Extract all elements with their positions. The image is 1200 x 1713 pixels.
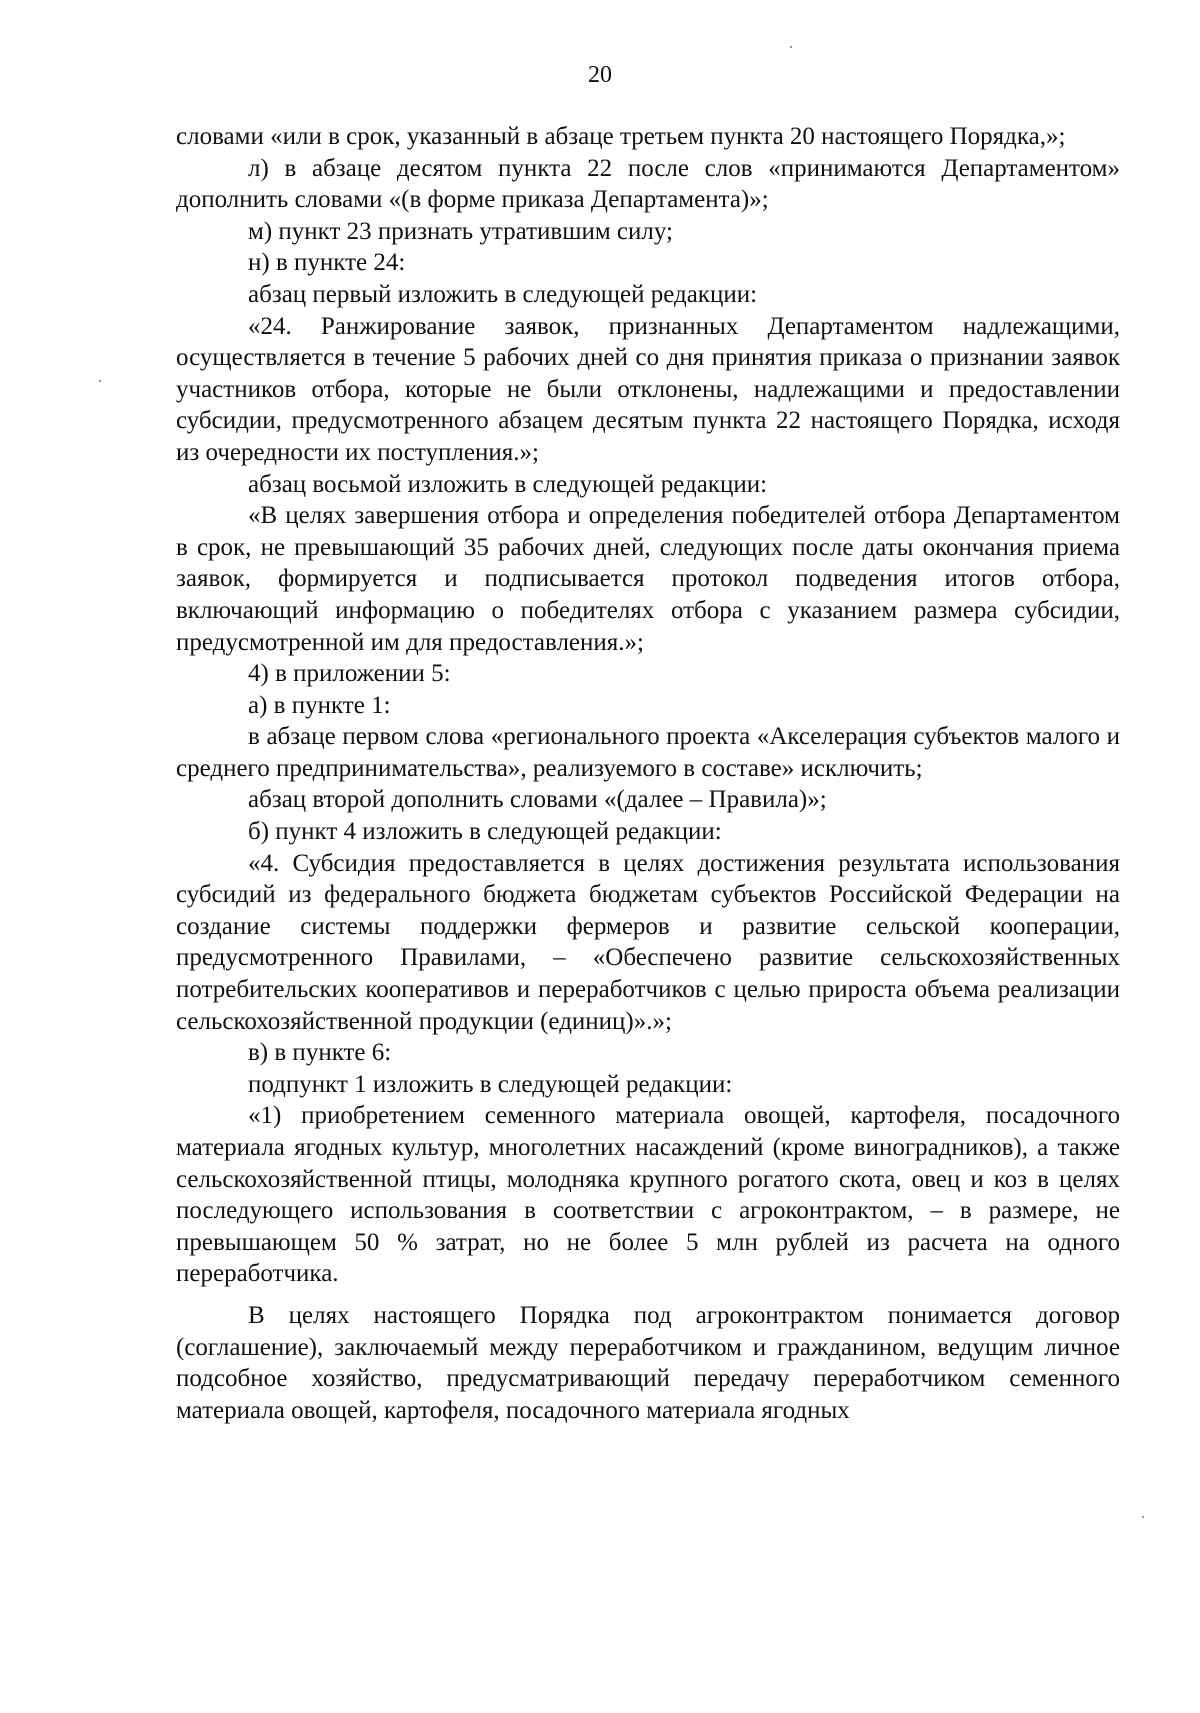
paragraph-eighth-abzac: абзац восьмой изложить в следующей редакции:	[248, 470, 768, 498]
paragraph-point-4: «4. Субсидия предоставляется в целях достижения результата использования субсидий из федерального бюджета бюджетам субъектов Российской Федерации на создание системы поддержки фермеров и развитие сельской кооперации, предусмотренного Правилами, – «Обеспечено развитие сельскохозяйственных потребительских кооперативов и переработчиков с целью прироста объема реализации сельскохозяйственной продукции (единиц)».»;	[176, 849, 1120, 1035]
document-body	[176, 121, 1120, 1426]
paragraph-subpoint-1: «1) приобретением семенного материала овощей, картофеля, посадочного материала ягодных культур, многолетних насаждений (кроме виноградников), а также сельскохозяйственной птицы, молодняка крупного рогатого скота, овец и коз в целях последующего использования в соответствии с агроконтрактом, – в размере, не превышающем 50 % затрат, но не более 5 млн рублей из расчета на одного переработчика.	[176, 1102, 1120, 1288]
scan-speck	[790, 46, 792, 48]
paragraph-first-abzac-words: в абзаце первом слова «регионального проекта «Акселерация субъектов малого и среднего предпринимательства», реализуемого в составе» исключить;	[176, 723, 1120, 782]
paragraph-point-24: «24. Ранжирование заявок, признанных Департаментом надлежащими, осуществляется в течение 5 рабочих дней со дня принятия приказа о признании заявок участников отбора, которые не были отклонены, надлежащими и предоставлении субсидии, предусмотренного абзацем десятым пункта 22 настоящего Порядка, исходя из очередности их поступления.»;	[176, 312, 1120, 466]
paragraph-item-a: а) в пункте 1:	[248, 691, 391, 719]
paragraph-item-m: м) пункт 23 признать утратившим силу;	[248, 217, 673, 245]
scan-speck	[1142, 1516, 1144, 1518]
paragraph-subpoint-1-intro: подпункт 1 изложить в следующей редакции:	[248, 1070, 733, 1098]
paragraph-second-abzac: абзац второй дополнить словами «(далее – Правила)»;	[248, 786, 827, 814]
paragraph-item-n: н) в пункте 24:	[248, 249, 406, 277]
paragraph-item-l: л) в абзаце десятом пункта 22 после слов «принимаются Департаментом» дополнить словами «(в форме приказа Департамента)»;	[176, 154, 1120, 214]
paragraph-appendix-5: 4) в приложении 5:	[248, 660, 451, 688]
paragraph-first-abzac: абзац первый изложить в следующей редакции:	[248, 280, 758, 308]
scan-speck	[99, 380, 101, 382]
paragraph-selection-completion: «В целях завершения отбора и определения победителей отбора Департаментом в срок, не превышающий 35 рабочих дней, следующих после даты окончания приема заявок, формируется и подписывается протокол подведения итогов отбора, включающий информацию о победителях отбора с указанием размера субсидии, предусмотренной им для предоставления.»;	[176, 502, 1120, 656]
paragraph-continuation: словами «или в срок, указанный в абзаце третьем пункта 20 настоящего Порядка,»;	[176, 123, 1066, 150]
paragraph-item-b: б) пункт 4 изложить в следующей редакции:	[248, 818, 722, 846]
paragraph-item-v: в) в пункте 6:	[248, 1039, 392, 1067]
page-number: 20	[588, 62, 612, 88]
paragraph-agrocontract: В целях настоящего Порядка под агроконтрактом понимается договор (соглашение), заключаемый между переработчиком и гражданином, ведущим личное подсобное хозяйство, предусматривающий передачу переработчиком семенного материала овощей, картофеля, посадочного материала ягодных	[176, 1301, 1120, 1424]
